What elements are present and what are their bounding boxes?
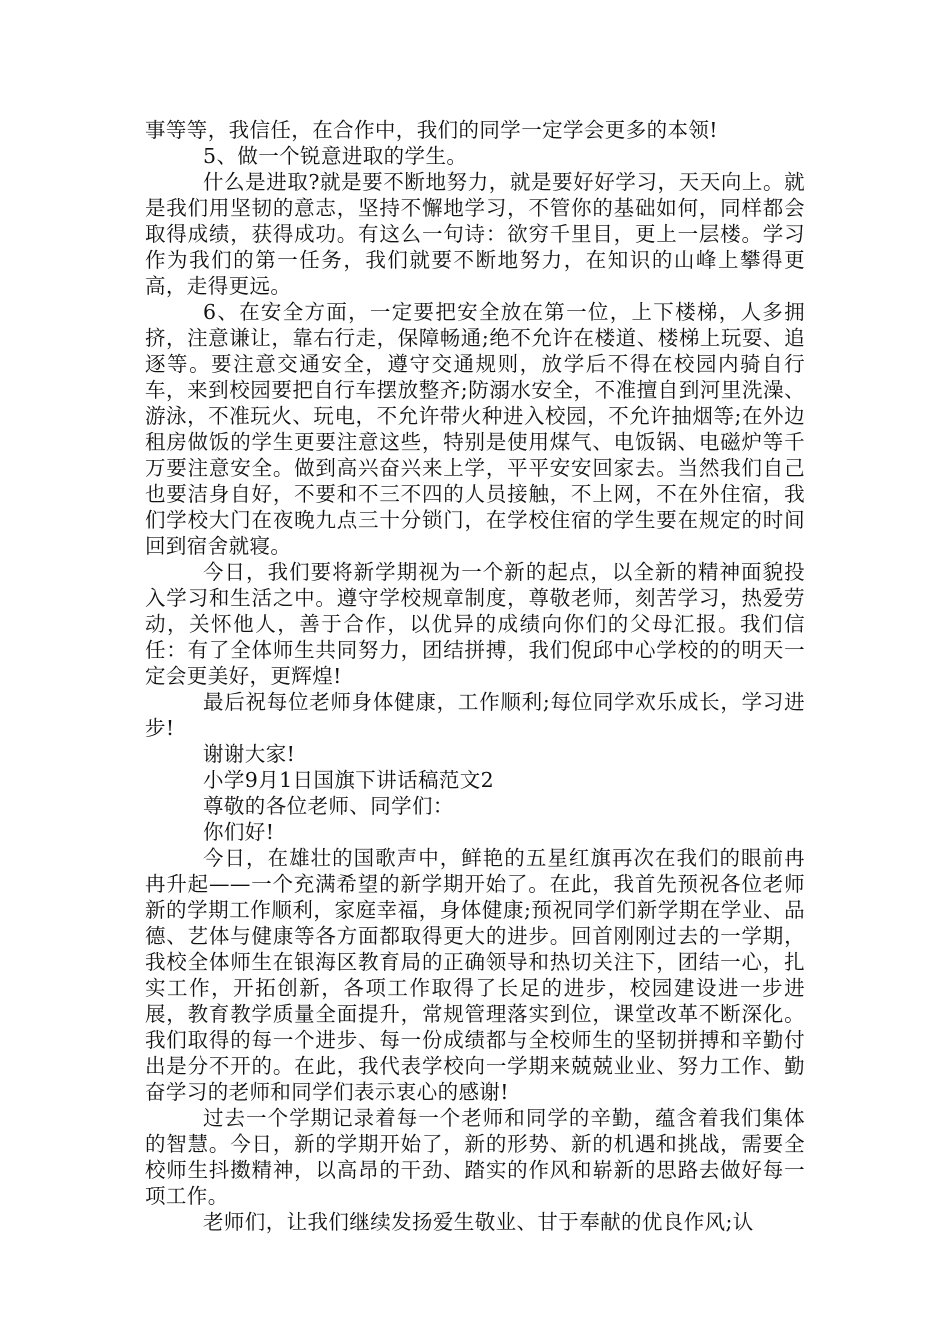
speech-2-salutation: 尊敬的各位老师、同学们： [203, 794, 454, 818]
speech-2-title: 小学9月1日国旗下讲话稿范文2 [203, 768, 495, 792]
paragraph-thanks: 谢谢大家! [203, 742, 296, 766]
speech-2-greeting: 你们好! [203, 820, 275, 844]
paragraph-wishes: 最后祝每位老师身体健康，工作顺利;每位同学欢乐成长，学习进步! [145, 690, 805, 740]
paragraph-safety: 6、在安全方面，一定要把安全放在第一位，上下楼梯，人多拥挤，注意谦让，靠右行走，保障畅通;绝不允许在楼道、楼梯上玩耍、追逐等。要注意交通安全，遵守交通规则，放学后不得在校园内骑自行车，来到校园要把自行车摆放整齐;防溺水安全，不准擅自到河里洗澡、游泳，不准玩火、玩电，不允许带火种进入校园，不允许抽烟等;在外边租房做饭的学生更要注意这些，特别是使用煤气、电饭锅、电磁炉等千万要注意安全。做到高兴奋兴来上学，平平安安回家去。当然我们自己也要洁身自好，不要和不三不四的人员接触，不上网，不在外住宿，我们学校大门在夜晚九点三十分锁门，在学校住宿的学生要在规定的时间回到宿舍就寝。 [145, 300, 805, 558]
speech-2-teachers: 老师们，让我们继续发扬爱生敬业、甘于奉献的优良作风;认 [203, 1210, 754, 1234]
speech-2-past-semester: 过去一个学期记录着每一个老师和同学的辛勤，蕴含着我们集体的智慧。今日，新的学期开始了，新的形势、新的机遇和挑战，需要全校师生抖擞精神，以高昂的干劲、踏实的作风和崭新的思路去做好每一项工作。 [145, 1106, 805, 1208]
paragraph-continuation: 事等等，我信任，在合作中，我们的同学一定学会更多的本领! [145, 118, 718, 142]
paragraph-point-5-heading: 5、做一个锐意进取的学生。 [203, 144, 468, 168]
speech-2-opening: 今日，在雄壮的国歌声中，鲜艳的五星红旗再次在我们的眼前冉冉升起——一个充满希望的新学期开始了。在此，我首先预祝各位老师新的学期工作顺利，家庭幸福，身体健康;预祝同学们新学期在学业、品德、艺体与健康等各方面都取得更大的进步。回首刚刚过去的一学期，我校全体师生在银海区教育局的正确领导和热切关注下，团结一心，扎实工作，开拓创新，各项工作取得了长足的进步，校园建设进一步进展，教育教学质量全面提升，常规管理落实到位，课堂改革不断深化。我们取得的每一个进步、每一份成绩都与全校师生的坚韧拼搏和辛勤付出是分不开的。在此，我代表学校向一学期来兢兢业业、努力工作、勤奋学习的老师和同学们表示衷心的感谢! [145, 846, 805, 1104]
paragraph-progress: 什么是进取?就是要不断地努力，就是要好好学习，天天向上。就是我们用坚韧的意志，坚持不懈地学习，不管你的基础如何，同样都会取得成绩，获得成功。有这么一句诗：欲穷千里目，更上一层楼。学习作为我们的第一任务，我们就要不断地努力，在知识的山峰上攀得更高，走得更远。 [145, 170, 805, 298]
paragraph-new-semester: 今日，我们要将新学期视为一个新的起点，以全新的精神面貌投入学习和生活之中。遵守学校规章制度，尊敬老师，刻苦学习，热爱劳动，关怀他人，善于合作，以优异的成绩向你们的父母汇报。我们信任：有了全体师生共同努力，团结拼搏，我们倪邱中心学校的的明天一定会更美好，更辉煌! [145, 560, 805, 688]
document-body [145, 117, 805, 1235]
